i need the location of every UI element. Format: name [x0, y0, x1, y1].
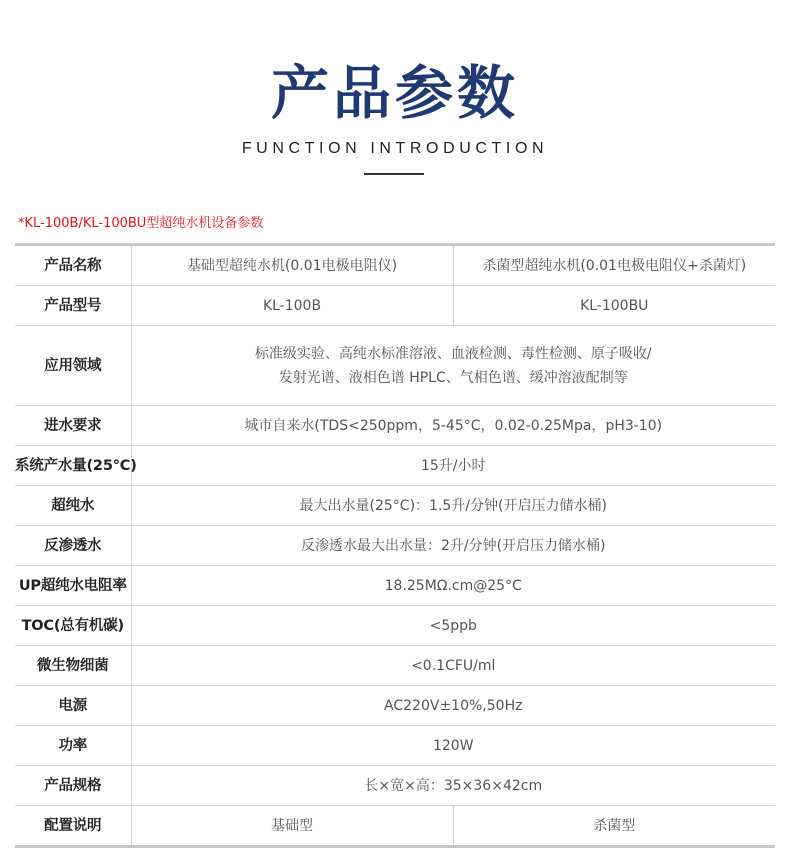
table-row-dimensions: [15, 766, 775, 806]
table-row-power-supply: [15, 686, 775, 726]
row-label: 微生物细菌: [15, 646, 131, 686]
row-label: 电源: [15, 686, 131, 726]
row-label: 配置说明: [15, 806, 131, 847]
row-value: 120W: [131, 726, 775, 766]
row-label: 功率: [15, 726, 131, 766]
table-row-ro-water: [15, 526, 775, 566]
table-row-model: [15, 286, 775, 326]
row-label: UP超纯水电阻率: [15, 566, 131, 606]
row-value: 反渗透水最大出水量：2升/分钟(开启压力储水桶): [131, 526, 775, 566]
row-value: <5ppb: [131, 606, 775, 646]
row-value: [131, 326, 775, 406]
row-value: 城市自来水(TDS<250ppm，5-45°C，0.02-0.25Mpa，pH3-10): [131, 406, 775, 446]
row-value-basic: KL-100B: [131, 286, 453, 326]
table-row-resistivity: [15, 566, 775, 606]
table-row-configuration: [15, 806, 775, 847]
table-row-inlet-requirement: [15, 406, 775, 446]
row-value-basic: 基础型超纯水机(0.01电极电阻仪): [131, 245, 453, 286]
row-value: 15升/小时: [131, 446, 775, 486]
title-divider: [364, 173, 424, 175]
row-value: 长×宽×高：35×36×42cm: [131, 766, 775, 806]
row-value-sterilizing: KL-100BU: [453, 286, 775, 326]
row-label: 产品规格: [15, 766, 131, 806]
row-label: 超纯水: [15, 486, 131, 526]
row-label: 产品名称: [15, 245, 131, 286]
table-row-product-name: [15, 245, 775, 286]
row-label: 进水要求: [15, 406, 131, 446]
table-row-water-output: [15, 446, 775, 486]
row-label: 应用领域: [15, 326, 131, 406]
row-value: AC220V±10%,50Hz: [131, 686, 775, 726]
row-label: 产品型号: [15, 286, 131, 326]
table-row-power: [15, 726, 775, 766]
table-row-bacteria: [15, 646, 775, 686]
row-value-sterilizing: 杀菌型超纯水机(0.01电极电阻仪+杀菌灯): [453, 245, 775, 286]
page-subtitle: FUNCTION INTRODUCTION: [241, 140, 549, 157]
table-row-ultrapure-water: [15, 486, 775, 526]
row-label: TOC(总有机碳): [15, 606, 131, 646]
table-row-toc: [15, 606, 775, 646]
row-value: 18.25MΩ.cm@25°C: [131, 566, 775, 606]
table-row-applications: [15, 326, 775, 406]
row-label: 系统产水量(25°C): [15, 446, 131, 486]
table-caption-note: *KL-100B/KL-100BU型超纯水机设备参数: [18, 216, 264, 231]
row-value-line: 标准级实验、高纯水标准溶液、血液检测、毒性检测、原子吸收/: [254, 345, 652, 362]
page-title: 产品参数: [270, 59, 519, 127]
row-value-basic: 基础型: [131, 806, 453, 847]
row-value: 最大出水量(25°C)：1.5升/分钟(开启压力储水桶): [131, 486, 775, 526]
row-label: 反渗透水: [15, 526, 131, 566]
row-value-line: 发射光谱、液相色谱 HPLC、气相色谱、缓冲溶液配制等: [278, 369, 628, 386]
row-value: <0.1CFU/ml: [131, 646, 775, 686]
row-value-sterilizing: 杀菌型: [593, 817, 636, 834]
parameter-table: [15, 243, 775, 848]
